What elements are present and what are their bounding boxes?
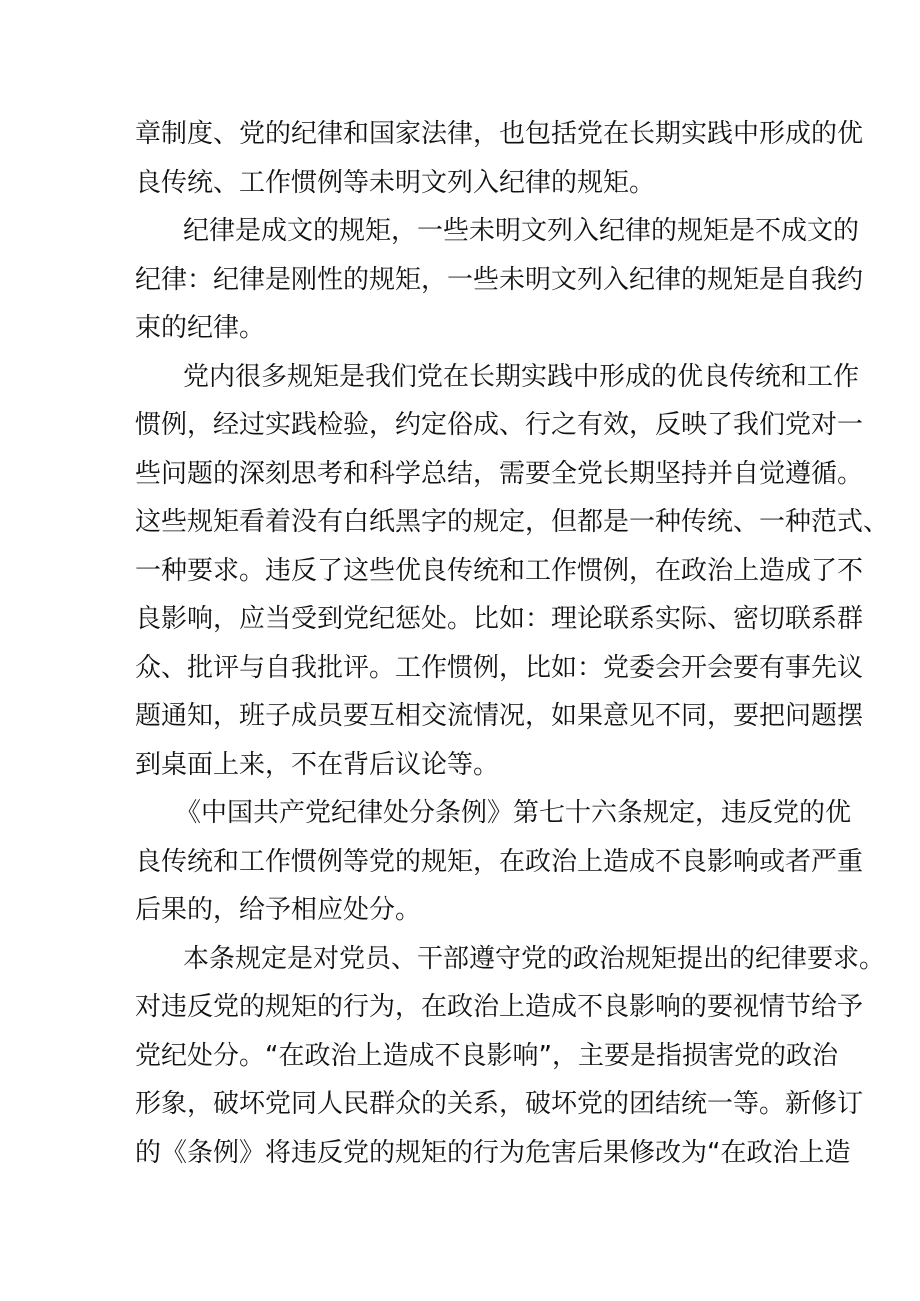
text-line: 惯例，经过实践检验，约定俗成、行之有效，反映了我们党对一 [135,410,864,440]
text-line: 良影响，应当受到党纪惩处。比如：理论联系实际、密切联系群 [135,604,864,634]
text-line: 些问题的深刻思考和科学总结，需要全党长期坚持并自觉遵循。 [135,458,864,489]
paragraph-3 [135,353,890,790]
text-line: 这些规矩看着没有白纸黑字的规定，但都是一种传统、一种范式、 [135,507,890,537]
paragraph-2 [135,207,864,353]
text-line: 对违反党的规矩的行为，在政治上造成不良影响的要视情节给予 [135,992,864,1022]
text-line: 《中国共产党纪律处分条例》第七十六条规定，违反党的优 [175,798,852,828]
document-body [135,110,890,1177]
text-line: 纪律是成文的规矩，一些未明文列入纪律的规矩是不成文的 [183,216,860,246]
text-line: 党内很多规矩是我们党在长期实践中形成的优良传统和工作 [183,361,860,392]
text-line: 题通知，班子成员要互相交流情况，如果意见不同，要把问题摆 [135,701,864,731]
text-line: 良传统、工作惯例等未明文列入纪律的规矩。 [135,167,656,198]
text-line: 束的纪律。 [135,313,266,343]
text-line: 形象，破坏党同人民群众的关系，破坏党的团结统一等。新修订 [135,1089,864,1119]
paragraph-4 [135,789,864,935]
text-line: 后果的，给予相应处分。 [135,895,422,925]
text-line: 本条规定是对党员、干部遵守党的政治规矩提出的纪律要求。 [183,943,886,974]
text-line: 良传统和工作惯例等党的规矩，在政治上造成不良影响或者严重 [135,846,864,877]
text-line: 章制度、党的纪律和国家法律，也包括党在长期实践中形成的优 [135,119,864,149]
text-line: 纪律：纪律是刚性的规矩，一些未明文列入纪律的规矩是自我约 [135,264,864,295]
text-line: 的《条例》将违反党的规矩的行为危害后果修改为“在政治上造 [135,1137,851,1168]
text-line: 众、批评与自我批评。工作惯例，比如：党委会开会要有事先议 [135,652,864,683]
text-line: 党纪处分。“在政治上造成不良影响”，主要是指损害党的政治 [135,1040,838,1071]
paragraph-5 [135,935,886,1178]
text-line: 到桌面上来，不在背后议论等。 [135,749,500,780]
paragraph-1 [135,110,864,207]
text-line: 一种要求。违反了这些优良传统和工作惯例，在政治上造成了不 [135,555,864,586]
